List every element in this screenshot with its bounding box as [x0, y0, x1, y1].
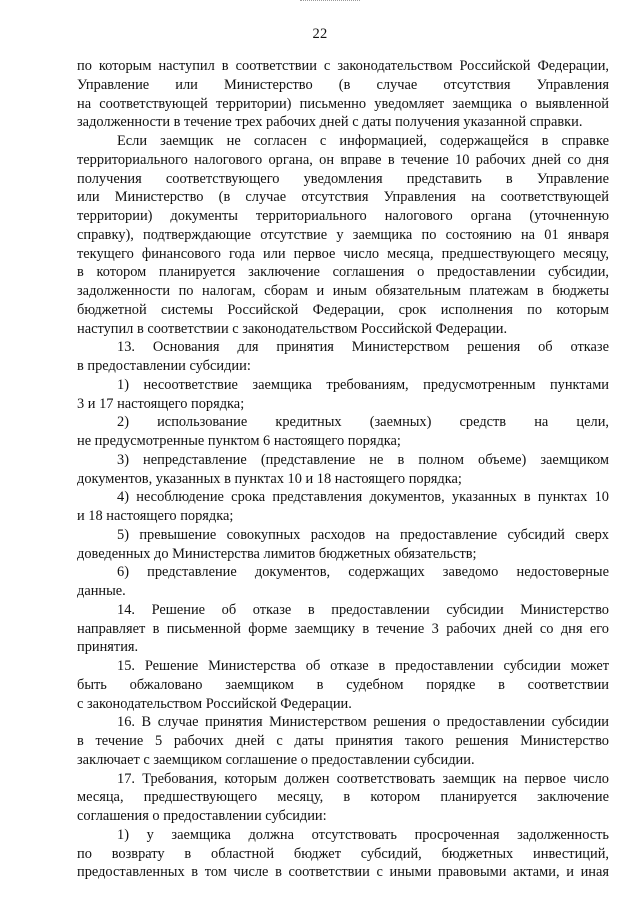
- text-line: данные.: [77, 583, 126, 599]
- text-line: в котором планируется заключение соглашения о предоставлении субсидии,: [77, 264, 609, 281]
- text-line: 5) превышение совокупных расходов на предоставление субсидий сверх: [117, 526, 609, 543]
- text-line: 4) несоблюдение срока представления документов, указанных в пунктах 10: [117, 489, 609, 506]
- text-line: текущего финансового года или первое число месяца, предшествующего месяцу,: [77, 245, 609, 262]
- text-line: по которым наступил в соответствии с законодательством Российской Федерации,: [77, 58, 609, 74]
- text-line: 1) у заемщика должна отсутствовать просроченная задолженность: [117, 826, 609, 843]
- text-line: месяца, предшествующего месяцу, в котором планируется заключение: [77, 789, 609, 806]
- text-line: Если заемщик не согласен с информацией, содержащейся в справке: [117, 133, 609, 149]
- text-line: 6) представление документов, содержащих заведомо недостоверные: [117, 564, 609, 581]
- text-line: бюджетной системы Российской Федерации, срок исполнения по которым: [77, 301, 609, 318]
- text-line: документов, указанных в пунктах 10 и 18 настоящего порядка;: [77, 470, 462, 487]
- page-number: 22: [312, 26, 328, 42]
- scan-edge-mark: [300, 0, 360, 3]
- text-line: соглашения о предоставлении субсидии:: [77, 808, 327, 824]
- text-line: задолженности по налогам, сборам и иным обязательным платежам в бюджеты: [77, 283, 609, 299]
- text-line: 15. Решение Министерства об отказе в предоставлении субсидии может: [117, 658, 609, 674]
- text-line: по возврату в областной бюджет субсидий, бюджетных инвестиций,: [77, 845, 609, 862]
- text-line: в предоставлении субсидии:: [77, 358, 251, 374]
- text-line: 2) использование кредитных (заемных) средств на цели,: [117, 414, 609, 431]
- text-line: не предусмотренные пунктом 6 настоящего порядка;: [77, 433, 401, 449]
- text-line: наступил в соответствии с законодательством Российской Федерации.: [77, 320, 508, 337]
- text-line: на соответствующей территории) письменно уведомляет заемщика о выявленной: [77, 95, 609, 112]
- text-line: предоставленных в том числе в соответствии с иными правовыми актами, и иная: [77, 864, 609, 881]
- text-line: 17. Требования, которым должен соответствовать заемщик на первое число: [117, 770, 609, 787]
- text-line: 1) несоответствие заемщика требованиям, предусмотренным пунктами: [117, 376, 609, 393]
- text-line: территории) документы территориального налогового органа (уточненную: [77, 208, 609, 224]
- text-line: 14. Решение об отказе в предоставлении субсидии Министерство: [117, 601, 609, 618]
- text-line: 13. Основания для принятия Министерством решения об отказе: [117, 339, 609, 356]
- text-line: с законодательством Российской Федерации.: [77, 695, 352, 712]
- text-line: и 18 настоящего порядка;: [77, 508, 234, 524]
- text-line: 3 и 17 настоящего порядка;: [77, 395, 245, 412]
- text-line: или Министерство (в случае отсутствия Управления на соответствующей: [77, 189, 609, 206]
- text-line: получения соответствующего уведомления представить в Управление: [77, 170, 609, 187]
- text-line: принятия.: [77, 639, 139, 656]
- text-line: заключает с заемщиком соглашение о предоставлении субсидии.: [77, 751, 475, 768]
- text-line: направляет в письменной форме заемщику в течение 3 рабочих дней со дня его: [77, 620, 609, 637]
- text-line: Управление или Министерство (в случае отсутствия Управления: [77, 76, 609, 93]
- text-line: доведенных до Министерства лимитов бюджетных обязательств;: [77, 545, 477, 562]
- document-body: [77, 57, 609, 882]
- text-line: территориального налогового органа, он вправе в течение 10 рабочих дней со дня: [77, 151, 609, 168]
- text-line: 3) непредставление (представление не в полном объеме) заемщиком: [117, 451, 609, 468]
- text-line: справку), подтверждающие отсутствие у заемщика по состоянию на 01 января: [77, 226, 609, 243]
- text-line: задолженности в течение трех рабочих дней с даты получения указанной справки.: [77, 114, 583, 131]
- text-line: в течение 5 рабочих дней с даты принятия такого решения Министерство: [77, 733, 609, 749]
- text-line: быть обжаловано заемщиком в судебном порядке в соответствии: [77, 676, 609, 693]
- text-line: 16. В случае принятия Министерством решения о предоставлении субсидии: [117, 714, 609, 731]
